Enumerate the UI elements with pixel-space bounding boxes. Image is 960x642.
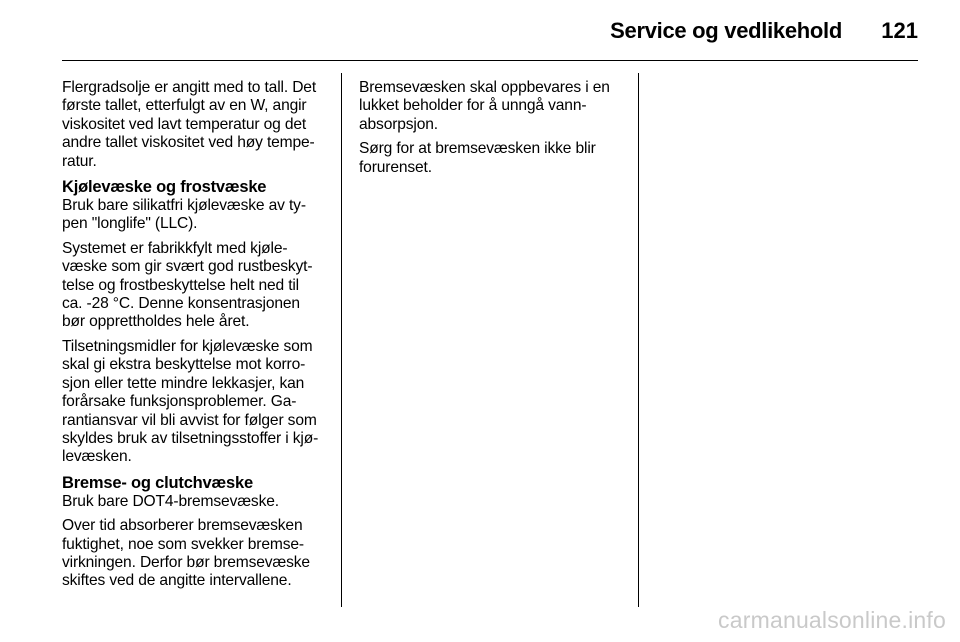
page-number: 121 bbox=[881, 18, 918, 43]
paragraph-brake-fluid-storage bbox=[359, 79, 629, 134]
column-divider-right bbox=[638, 73, 639, 607]
text-line: viskositet ved lavt temperatur og det bbox=[62, 115, 307, 133]
text-line: lukket beholder for å unngå vann- bbox=[359, 97, 587, 115]
text-line: væske som gir svært god rustbeskyt- bbox=[62, 258, 313, 276]
text-line: skyldes bruk av tilsetningsstoffer i kjø- bbox=[62, 429, 319, 447]
watermark: carmanualsonline.info bbox=[718, 607, 946, 633]
text-line: levæsken. bbox=[62, 448, 132, 466]
paragraph-multigrade-oil bbox=[62, 79, 338, 171]
paragraph-brake-fluid-type bbox=[62, 493, 338, 511]
text-line: Flergradsolje er angitt med to tall. Det bbox=[62, 79, 317, 96]
text-line: første tallet, etterfulgt av en W, angir bbox=[62, 97, 307, 115]
page-title: Service og vedlikehold bbox=[610, 18, 842, 43]
heading-brake-clutch-fluid: Bremse- og clutchvæske bbox=[62, 473, 253, 492]
text-line: Over tid absorberer bremsevæsken bbox=[62, 517, 303, 535]
text-line: ratur. bbox=[62, 152, 97, 170]
paragraph-coolant-type bbox=[62, 197, 338, 234]
text-line: Bruk bare silikatfri kjølevæske av ty- bbox=[62, 197, 306, 215]
page-header bbox=[62, 14, 918, 58]
paragraph-coolant-additives bbox=[62, 338, 338, 467]
text-line: Tilsetningsmidler for kjølevæske som bbox=[62, 337, 313, 355]
text-line: skiftes ved de angitte intervallene. bbox=[62, 572, 292, 590]
text-line: telse og frostbeskyttelse helt ned til bbox=[62, 276, 300, 294]
text-line: virkningen. Derfor bør bremsevæske bbox=[62, 553, 310, 571]
text-line: Bruk bare DOT4-bremsevæske. bbox=[62, 492, 279, 510]
header-divider bbox=[62, 60, 918, 61]
text-line: rantiansvar vil bli avvist for følger som bbox=[62, 411, 317, 429]
text-line: forurenset. bbox=[359, 158, 432, 176]
text-column-2 bbox=[359, 79, 629, 183]
paragraph-brake-fluid-moisture bbox=[62, 517, 338, 591]
paragraph-coolant-factory-fill bbox=[62, 240, 338, 332]
text-line: pen "longlife" (LLC). bbox=[62, 215, 198, 233]
column-divider-left bbox=[341, 73, 342, 607]
text-line: ca. -28 °C. Denne konsentrasjonen bbox=[62, 295, 300, 313]
text-line: sjon eller tette mindre lekkasjer, kan bbox=[62, 374, 305, 392]
heading-coolant: Kjølevæske og frostvæske bbox=[62, 178, 267, 197]
paragraph-brake-fluid-contamination bbox=[359, 140, 629, 177]
text-line: Systemet er fabrikkfylt med kjøle- bbox=[62, 239, 288, 257]
text-line: Sørg for at bremsevæsken ikke blir bbox=[359, 140, 596, 158]
text-line: bør opprettholdes hele året. bbox=[62, 313, 250, 331]
text-column-1 bbox=[62, 79, 338, 597]
text-line: forårsake funksjonsproblemer. Ga- bbox=[62, 393, 297, 411]
text-line: fuktighet, noe som svekker bremse- bbox=[62, 535, 304, 553]
text-line: skal gi ekstra beskyttelse mot korro- bbox=[62, 356, 306, 374]
text-line: andre tallet viskositet ved høy tempe- bbox=[62, 134, 315, 152]
text-line: Bremsevæsken skal oppbevares i en bbox=[359, 79, 610, 96]
text-line: absorpsjon. bbox=[359, 115, 438, 133]
